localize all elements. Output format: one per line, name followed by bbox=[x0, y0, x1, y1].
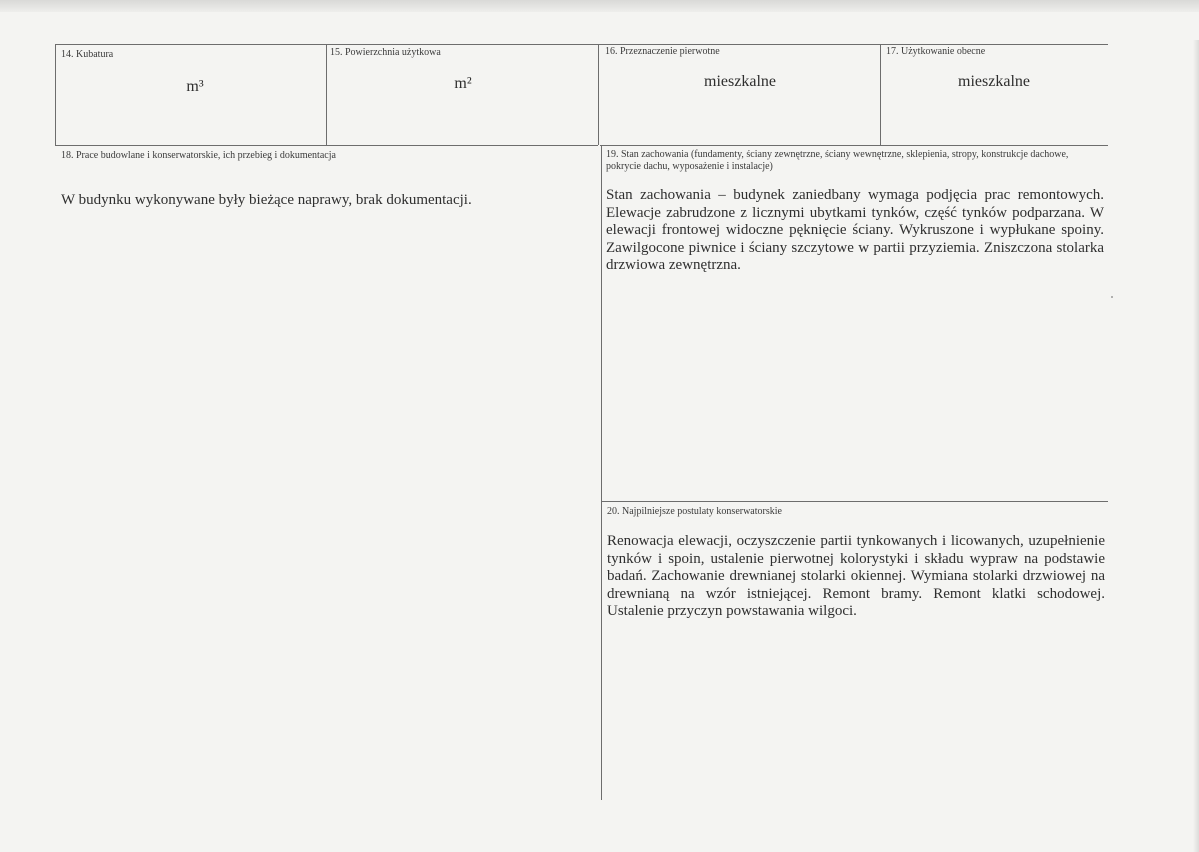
field-18-text: W budynku wykonywane były bieżące naprawy, brak dokumentacji. bbox=[61, 192, 472, 208]
field-17-label: 17. Użytkowanie obecne bbox=[886, 46, 986, 57]
section-20-top-border bbox=[601, 501, 1108, 502]
field-14-unit: m³ bbox=[186, 78, 204, 95]
row-divider-right bbox=[600, 145, 1108, 146]
scan-speck bbox=[1111, 296, 1113, 298]
field-14-label: 14. Kubatura bbox=[61, 49, 114, 60]
field-20-text: Renowacja elewacji, oczyszczenie partii tynkowanych i licowanych, uzupełnienie tynków i spoin, ustalenie pierwotnej kolorystyki i składu wypraw na podstawie badań. Zachowanie drewnianej stolarki okiennej. Wymiana stolarki drzwiowej na drewnianą na wzór istniejącej. Remont bramy. Remont klatki schodowej. Ustalenie przyczyn powstawania wilgoci. bbox=[607, 533, 1105, 620]
column-divider bbox=[601, 145, 602, 800]
divider-14-15 bbox=[326, 44, 327, 145]
divider-16-17 bbox=[880, 44, 881, 145]
field-16-value: mieszkalne bbox=[704, 73, 776, 90]
field-20-label: 20. Najpilniejsze postulaty konserwatorskie bbox=[607, 506, 782, 517]
divider-15-16 bbox=[598, 44, 599, 145]
field-17-value: mieszkalne bbox=[958, 73, 1030, 90]
field-18-label: 18. Prace budowlane i konserwatorskie, ich przebieg i dokumentacja bbox=[61, 150, 336, 161]
field-19-text: Stan zachowania – budynek zaniedbany wymaga podjęcia prac remontowych. Elewacje zabrudzone z licznymi ubytkami tynków, część tynków podparzana. W elewacji frontowej widoczne pęknięcie ściany. Wykruszone i wypłukane spoiny. Zawilgocone piwnice i ściany szczytowe w partii przyziemia. Zniszczona stolarka drzwiowa zewnętrzna. bbox=[606, 187, 1104, 274]
scan-top-edge bbox=[0, 0, 1199, 12]
table-top-border bbox=[55, 44, 1108, 45]
field-15-label: 15. Powierzchnia użytkowa bbox=[330, 47, 441, 58]
row-divider-left bbox=[55, 145, 598, 146]
field-19-label: 19. Stan zachowania (fundamenty, ściany zewnętrzne, ściany wewnętrzne, sklepienia, stropy, konstrukcje dachowe, pokrycie dachu, wyposażenie i instalacje) bbox=[606, 149, 1069, 172]
field-16-label: 16. Przeznaczenie pierwotne bbox=[605, 46, 720, 57]
table-left-border bbox=[55, 44, 56, 145]
scan-right-edge bbox=[1193, 40, 1199, 852]
field-15-unit: m² bbox=[454, 75, 472, 92]
